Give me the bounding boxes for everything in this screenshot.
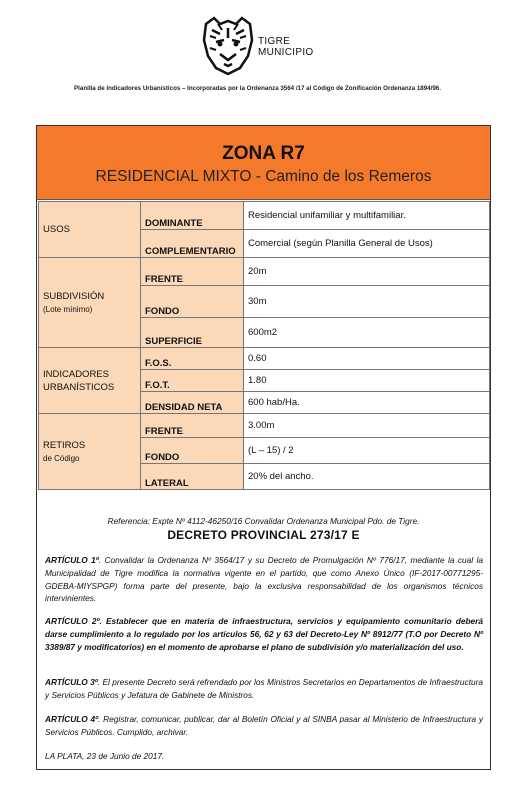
article-text: . El presente Decreto será refrendado por los Ministros Secretarios en Departamentos de Infraestructura y Servicios Públicos y Jefatura de Gabinete de Ministros. [45,677,483,700]
row-value: 20% del ancho. [244,464,490,490]
article-lead: ARTÍCULO 2º [45,616,100,626]
row-value: 30m [244,286,490,318]
row-value: 600 hab/Ha. [244,392,490,414]
article-text: . Establecer que en materia de infraestructura, servicios y equipamiento comunitario deberá darse cumplimiento a lo regulado por los artículos 56, 62 y 63 del Decreto-Ley Nº 8912/77 (T.O por Decreto Nº 3389/87 y modificatorios) en el momento de aprobarse el plano de subdivisión y/o materialización del uso. [45,616,483,652]
row-value: 20m [244,258,490,286]
article-lead: ARTÍCULO 1º [45,555,99,565]
article-2 [45,615,483,653]
row-label: DOMINANTE [141,202,244,230]
category-label: SUBDIVISIÓN [43,290,105,302]
indicators-table [38,201,490,490]
category-label: URBANÍSTICOS [43,381,115,393]
zone-title: ZONA R7 [222,143,305,164]
category-indicadores [39,348,141,414]
table-row [39,414,490,438]
category-label: USOS [43,224,70,235]
row-value: 1.80 [244,370,490,392]
signing-date: LA PLATA, 23 de Junio de 2017. [45,751,165,761]
category-label: INDICADORES [43,368,109,380]
logo-line2: MUNICIPIO [258,47,314,58]
category-label: RETIROS [43,439,86,451]
row-value: Comercial (según Planilla General de Usos) [244,230,490,258]
row-label: FONDO [141,438,244,464]
row-value: 600m2 [244,318,490,348]
row-value: Residencial unifamiliar y multifamiliar. [244,202,490,230]
row-value: 0.60 [244,348,490,370]
zone-header [37,126,490,200]
reference-text: Referencia: Expte Nº 4112-46250/16 Convalidar Ordenanza Municipal Pdo. de Tigre. [107,516,420,526]
row-label: LATERAL [141,464,244,490]
zone-sheet [36,125,491,770]
article-lead: ARTÍCULO 3º [45,677,98,687]
category-usos [39,202,141,258]
article-lead: ARTÍCULO 4º [45,714,99,724]
logo-line1: TIGRE [258,36,291,47]
row-label: DENSIDAD NETA [141,392,244,414]
category-retiros [39,414,141,490]
row-label: FRENTE [141,414,244,438]
article-4 [45,713,483,739]
category-subdivision [39,258,141,348]
table-row [39,202,490,230]
row-value: (L – 15) / 2 [244,438,490,464]
row-label: F.O.T. [141,370,244,392]
category-sublabel: (Lote mínimo) [43,304,93,314]
row-value: 3.00m [244,414,490,438]
article-text: . Convalidar la Ordenanza Nº 3564/17 y su Decreto de Promulgación Nº 776/17, mediante la cual la Municipalidad de Tigre modifica la normativa vigente en el partido, que como Anexo Único (IF-2017-00771295-GDEBA-MIYSPGP) forma parte del presente, bajo la exclusiva responsabilidad de los organismos técnicos intervinientes. [45,555,484,604]
row-label: FONDO [141,286,244,318]
logo-text [258,36,313,58]
article-1 [45,554,483,605]
category-sublabel: de Código [43,453,80,463]
row-label: FRENTE [141,258,244,286]
zone-subtitle: RESIDENCIAL MIXTO - Camino de los Remeros [95,168,432,185]
article-text: . Registrar, comunicar, publicar, dar al Boletín Oficial y al SINBA pasar al Ministerio de Infraestructura y Servicios Públicos. Cumplido, archivar. [45,714,483,737]
row-label: SUPERFICIE [141,318,244,348]
tiger-logo-icon [198,14,258,76]
article-3 [45,676,483,702]
table-row [39,258,490,286]
decree-title: DECRETO PROVINCIAL 273/17 E [167,528,360,542]
row-label: F.O.S. [141,348,244,370]
header-note: Planilla de Indicadores Urbanísticos – Incorporadas por la Ordenanza 3564 /17 al Código de Zonificación Ordenanza 1894/96. [74,85,441,92]
row-label: COMPLEMENTARIO [141,230,244,258]
table-row [39,348,490,370]
